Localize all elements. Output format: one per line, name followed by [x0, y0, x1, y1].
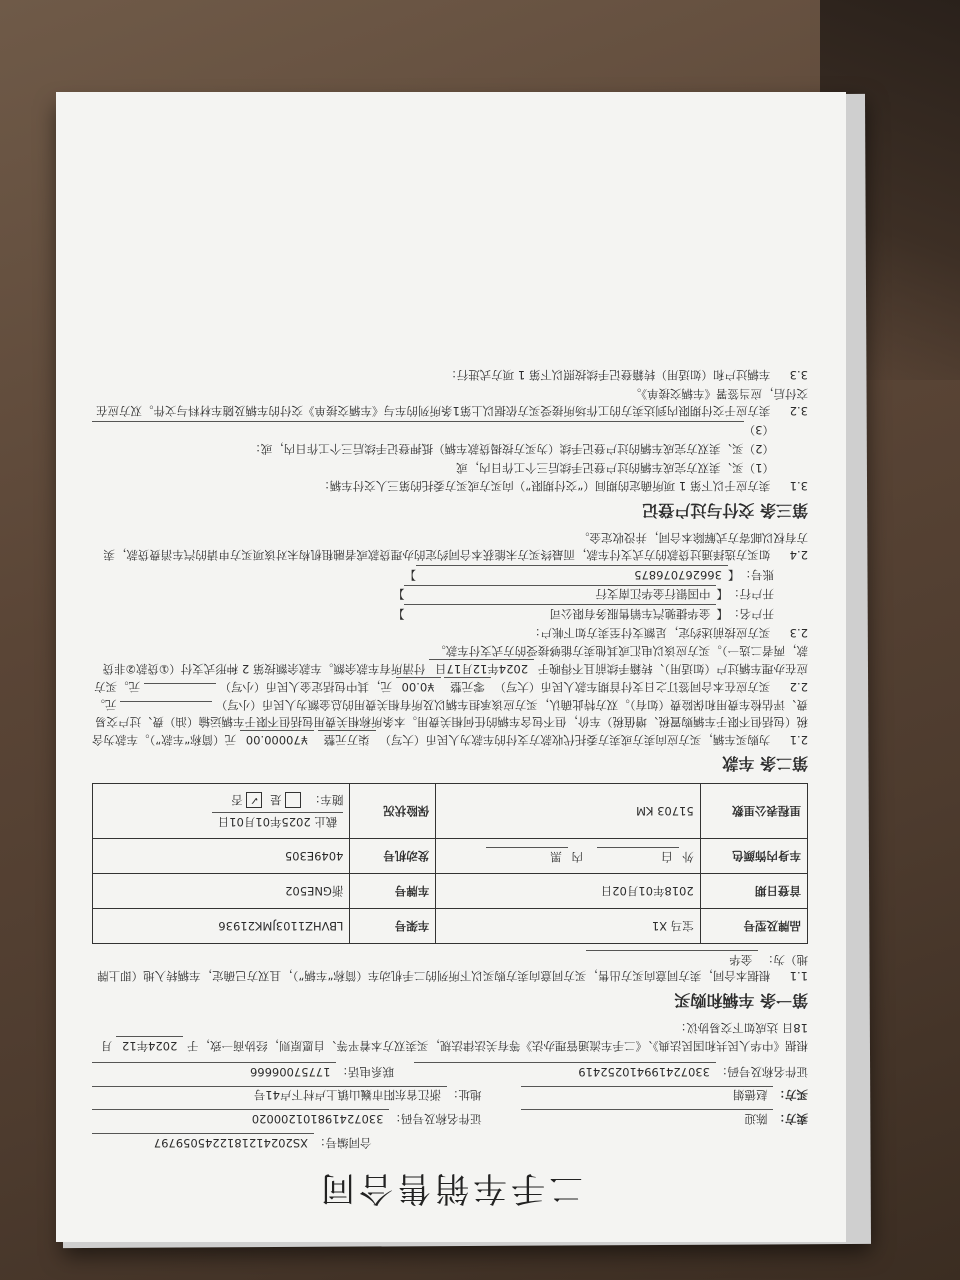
- buyer-name: 赵德娟: [522, 1086, 774, 1104]
- clause-num: 2.1: [789, 732, 808, 747]
- document-title: 二手车销售合同: [317, 1168, 583, 1208]
- clause-text-rest: 元（简称“车款”）。车款为含税（包括但不限于车辆购置税、增值税）车价，但不包含车辆的任何相关费用。本条所称相关费用包括但不限于车辆运输（油）费、过户交易费、评估检车费用和保险费（如有）。双方特此确认，买方应该承担车辆以及所有相关费用的总金额为人民币（小写）: [92, 698, 808, 747]
- engine-value: 4049E305: [93, 839, 350, 874]
- clause-num: 1.1: [789, 969, 808, 984]
- article1-title: 第一条 车辆和购买: [674, 990, 808, 1010]
- first-payment-number: ¥0.00: [396, 677, 441, 695]
- clause-num: 3.1: [789, 479, 808, 494]
- bank-name-row: 开户名： 【 金华捷驰汽车销售服务有限公司 】: [92, 604, 774, 622]
- vin-label: 车架号: [350, 909, 436, 944]
- clause-text: 买方应按前述约定，足额支付至卖方如下帐户：: [528, 625, 771, 640]
- bank-account-name: 金华捷驰汽车销售服务有限公司: [405, 604, 717, 622]
- seller-id: 330724198101200020: [92, 1109, 390, 1127]
- plate-value: 浙GNE502: [93, 874, 350, 909]
- color-label: 车身内饰颜色: [700, 839, 807, 874]
- table-row: [93, 874, 808, 909]
- table-row: [93, 909, 808, 944]
- clause-text: 根据本合同，卖方同意向买方出售，买方同意向卖方购买以下所列的二手机动车（简称“车辆”），且双方已确定，车辆转入地（即上牌地）为：: [97, 952, 808, 984]
- seller-label: 卖方：: [773, 1112, 808, 1127]
- vin-value: LBVHZ1103JMK21936: [93, 909, 350, 944]
- interior-prefix: 内: [571, 849, 583, 864]
- account-label: 账号：: [739, 567, 774, 582]
- payment-deadline: 2024年12月17日: [429, 659, 534, 677]
- insurance-options: [99, 792, 343, 809]
- buyer-label: 买方：: [773, 1088, 808, 1103]
- registration-place: 金华: [586, 950, 758, 968]
- article3-title: 第三条 交付与过户登记: [642, 500, 808, 520]
- clause-3-1: [92, 478, 808, 495]
- clause-2-2: [92, 643, 808, 695]
- mileage-value: 51703 KM: [436, 783, 701, 838]
- exterior-color: 白: [597, 847, 679, 865]
- clause-text: 卖方应于交付期限内到达卖方的工作场所接受买方依据以上第1条所列的车与《车辆交接单》交付的车辆及随车材料与文件。双方应在交付后，应当签署《车辆交接单》。: [96, 387, 808, 418]
- buyer-phone-label: 联系电话：: [336, 1064, 394, 1079]
- seller-row: [92, 1109, 808, 1127]
- bank-label: 开户行：: [728, 587, 774, 602]
- deposit-text: 元。买方应在办理车辆过户（如适用）、转籍手续前且不得晚于: [94, 661, 808, 694]
- brand-value: 宝马 X1: [436, 909, 701, 944]
- upside-down-view: [56, 92, 846, 1242]
- clause-2-4: [92, 530, 808, 563]
- clause-text: 如买方选择通过贷款的方式支付车款，而最终买方未能获本合同约定的办理贷款或者融租机构未对该项买方申请的汽车消费贷款，卖方有权以邮寄方式解除本合同，并没收定金。: [103, 531, 808, 562]
- buyer-address: 浙江省东阳市巍山镇上卢村下卢41号: [92, 1086, 447, 1104]
- clause-text: 卖方应于以下第 1 项所确定的期间（“交付期限”）向买方或买方委托的第三人交付车辆：: [318, 479, 771, 494]
- delivery-option-1: （1）买、卖双方完成车辆的过户登记手续后三个工作日内，或: [456, 460, 774, 475]
- clause-num: 3.2: [789, 403, 808, 418]
- buyer-id: 330724199410252419: [414, 1062, 716, 1080]
- buyer-row: [92, 1086, 808, 1104]
- contract-page: [56, 92, 846, 1242]
- clause-3-2: [92, 385, 808, 418]
- buyer-address-label: 地址：: [447, 1088, 482, 1103]
- bank-row: 开户行： 【 中国银行金华江南支行 】: [92, 585, 774, 603]
- first-payment-words: 零元整: [444, 677, 491, 695]
- option-no: 否: [231, 793, 243, 808]
- preamble-end: 达成如下交易协议：: [674, 1021, 779, 1036]
- contract-content: [92, 365, 808, 1218]
- price-number: ¥70000.00: [240, 730, 314, 748]
- buyer-id-label: 证件名称及号码：: [716, 1064, 808, 1079]
- clause-text: 买方应在本合同签订之日支付首期车款人民币（大写）: [494, 679, 771, 694]
- preamble-day: 月18日: [100, 1021, 808, 1054]
- insurance-label: 保险状况: [350, 783, 436, 838]
- total-unit: 元。: [93, 698, 117, 713]
- table-row: [93, 783, 808, 838]
- clause-text: 车辆过户和（如适用）转籍登记手续按照以下第 1 项方式进行：: [445, 368, 771, 383]
- insurance-date: 截止 2025年01月01日: [212, 812, 344, 830]
- price-in-words: 柒万元整: [318, 730, 376, 748]
- clause-num: 2.3: [789, 625, 808, 640]
- article2-title: 第二条 车款: [722, 753, 808, 773]
- delivery-option-3-row: [92, 421, 774, 439]
- seller-name: 陈迎: [522, 1109, 774, 1127]
- reg-date-value: 2018年01月02日: [436, 874, 701, 909]
- preamble: [92, 1020, 808, 1054]
- deposit-label: 元，其中包括定金人民币（小写）: [219, 679, 392, 694]
- exterior-prefix: 外: [682, 849, 694, 864]
- color-value: [436, 839, 701, 874]
- brand-label: 品牌及型号: [700, 909, 807, 944]
- clause-num: 2.2: [789, 679, 808, 694]
- clause-num: 2.4: [789, 547, 808, 562]
- option-yes: 是: [270, 793, 282, 808]
- clause-text-end: 付清所有车款余额。车款余额按第 2 种形式支付（①贷款②非贷款，两者二选一）。买方应该以电汇或其他卖方能够接受的方式支付车款。: [102, 644, 808, 676]
- clause-num: 3.3: [789, 368, 808, 383]
- contract-no: XS2024121812245059797: [92, 1133, 314, 1151]
- preamble-year: 2024年12: [116, 1036, 183, 1054]
- clause-2-1: [92, 697, 808, 748]
- bank-branch: 中国银行金华江南支行: [405, 585, 717, 603]
- clause-3-3: [92, 367, 808, 384]
- contract-no-row: [92, 1133, 808, 1151]
- preamble-text: 根据《中华人民共和国民法典》、《二手车流通管理办法》等有关法律法规，买卖双方本着平等、自愿原则，经协商一致，于: [187, 1039, 808, 1054]
- clause-text: 为购买车辆，买方应向卖方或卖方委托代收款方支付的车款为人民币（大写）: [379, 732, 771, 747]
- clause-1-1: [92, 950, 808, 984]
- account-row: 账号： 【 366267076875 】: [92, 565, 774, 583]
- engine-label: 发动机号: [350, 839, 436, 874]
- checkbox-no-checked: ✓: [246, 792, 262, 808]
- buyer-id-row: [92, 1062, 808, 1080]
- delivery-option-3: （3）: [743, 423, 774, 438]
- mileage-label: 里程表公里数: [700, 783, 807, 838]
- insurance-note: 随车：: [308, 793, 344, 808]
- bank-name-label: 开户名：: [728, 606, 774, 621]
- account-number: 366267076875: [416, 565, 728, 583]
- seller-id-label: 证件名称及号码：: [389, 1112, 482, 1127]
- table-row: [93, 839, 808, 874]
- delivery-option-2: （2）买、卖双方完成车辆的过户登记手续（为买方按揭贷款车辆）抵押登记手续后三个工作日内，或：: [249, 442, 774, 457]
- contract-no-label: 合同编号：: [314, 1135, 372, 1150]
- reg-date-label: 首登日期: [700, 874, 807, 909]
- interior-color: 黑: [486, 847, 568, 865]
- insurance-value: [93, 783, 350, 838]
- clause-2-3: [92, 624, 808, 641]
- checkbox-yes: [285, 792, 301, 808]
- vehicle-table: [92, 783, 808, 944]
- plate-label: 车牌号: [350, 874, 436, 909]
- buyer-phone: 17757006666: [92, 1062, 337, 1080]
